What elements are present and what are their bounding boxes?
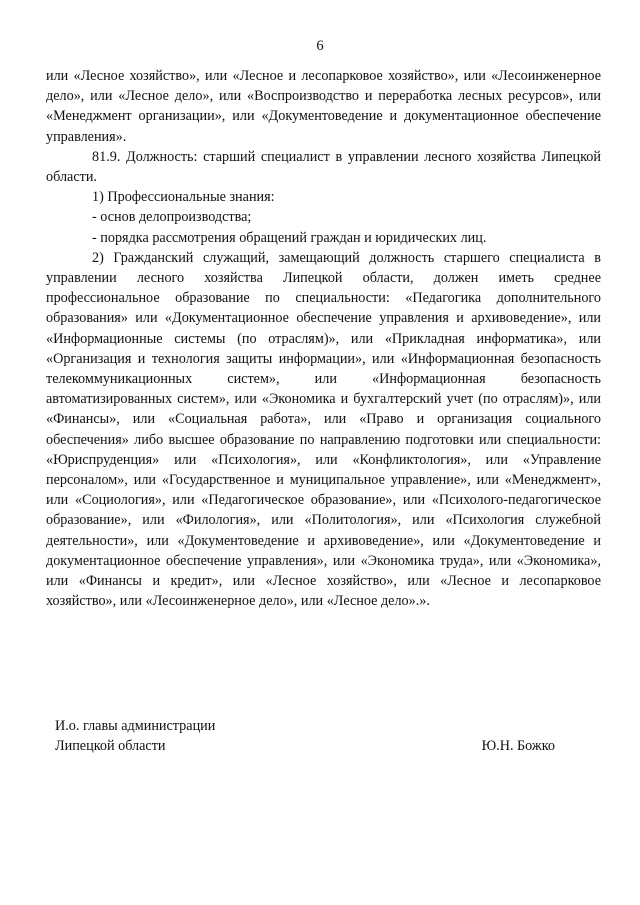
paragraph-knowledge-heading: 1) Профессиональные знания: — [92, 189, 275, 206]
paragraph-education-requirements: 2) Гражданский служащий, замещающий должность старшего специалиста в управлении лесного хозяйства Липецкой области, должен иметь среднее профессиональное образование по специальности: «Педагогика дополнительного образования» или «Документационное обеспечение управления и архивоведение», или «Информационные системы (по отраслям)», или «Прикладная информатика», или «Организация и технология защиты информации», или «Информационная безопасность телекоммуникационных систем», или «Информационная безопасность автоматизированных систем», или «Экономика и бухгалтерский учет (по отраслям)», или «Финансы», или «Социальная работа», или «Право и организация социального обеспечения» либо высшее образование по направлению подготовки или специальности: «Юриспруденция» или «Психология», или «Конфликтология», или «Управление персоналом», или «Государственное и муниципальное управление», или «Менеджмент», или «Социология», или «Педагогическое образование», или «Психолого-педагогическое образование», или «Филология», или «Политология», или «Психология служебной деятельности», или «Документоведение и архивоведение», или «Документоведение и документационное обеспечение управления», или «Экономика труда», или «Экономика», или «Финансы и кредит», или «Лесное хозяйство», или «Лесное и лесопарковое хозяйство», или «Лесоинженерное дело», или «Лесное дело».». — [46, 249, 601, 610]
paragraph-knowledge-item: - порядка рассмотрения обращений граждан и юридических лиц. — [92, 229, 487, 246]
signatory-position-line-1: И.о. главы администрации — [55, 718, 216, 734]
signatory-name: Ю.Н. Божко — [481, 738, 555, 754]
page-number: 6 — [316, 38, 324, 54]
paragraph-knowledge-item: - основ делопроизводства; — [92, 209, 252, 226]
paragraph-continuation: или «Лесное хозяйство», или «Лесное и лесопарковое хозяйство», или «Лесоинженерное дело», или «Лесное дело», или «Воспроизводство и переработка лесных ресурсов», или «Менеджмент организации», или «Документоведение и документационное обеспечение управления». — [46, 68, 601, 145]
signature-block — [55, 716, 555, 756]
paragraph-item-81-9: 81.9. Должность: старший специалист в управлении лесного хозяйства Липецкой области. — [46, 148, 601, 186]
document-body — [46, 66, 601, 611]
signatory-position-line-2: Липецкой области — [55, 738, 166, 754]
